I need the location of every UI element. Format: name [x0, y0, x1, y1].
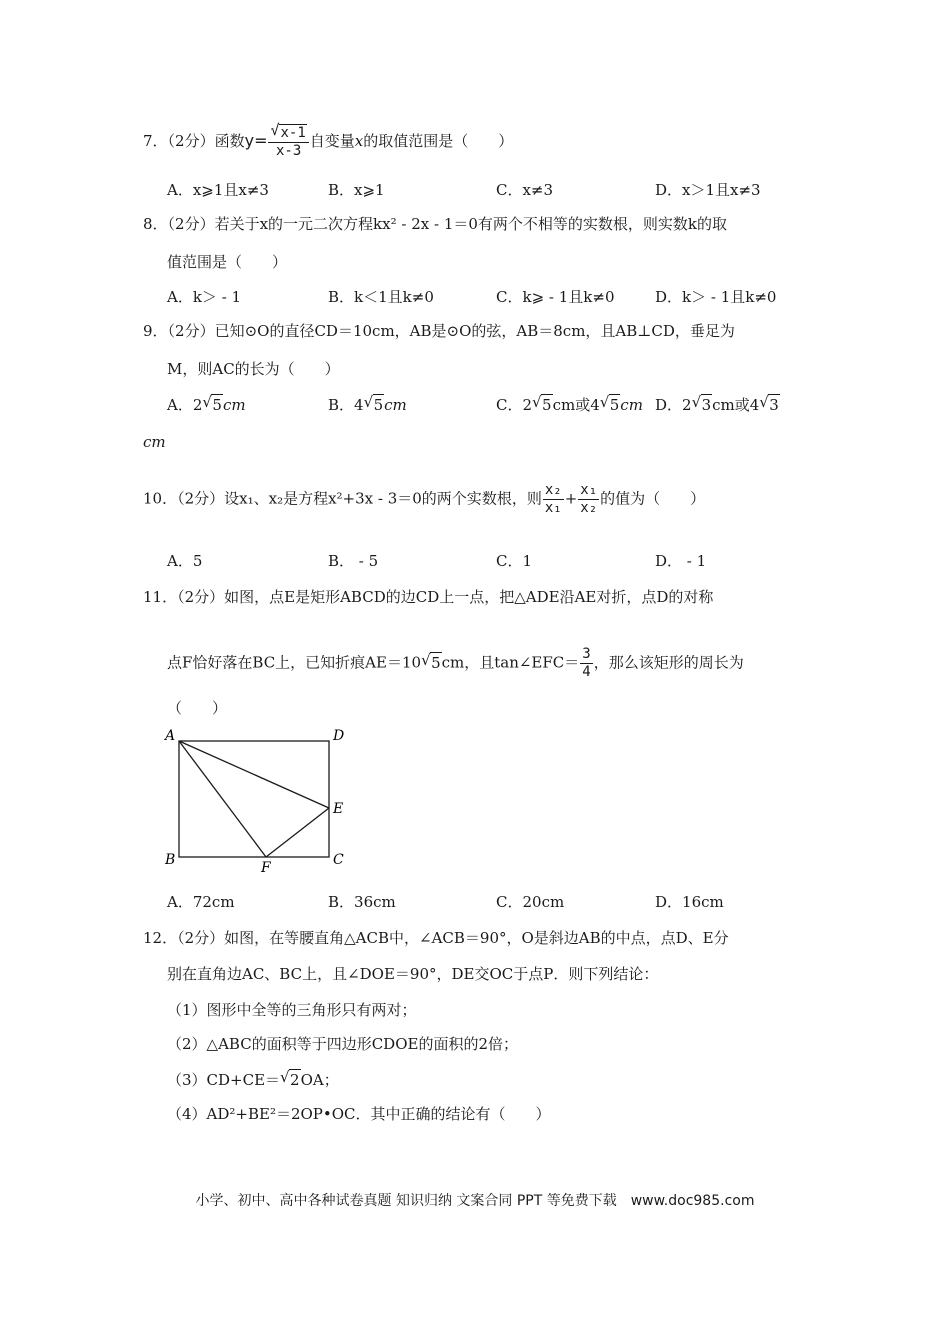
q12-item2: （2）△ABC的面积等于四边形CDOE的面积的2倍； — [167, 1035, 518, 1053]
segment-fe — [266, 808, 329, 857]
q7-fraction: √ x-1 x-3 — [268, 124, 308, 160]
q10-option-b: B． - 5 — [328, 552, 379, 570]
rectangle-abcd — [179, 741, 329, 857]
q11-option-c: C．20cm — [496, 893, 565, 911]
q9-option-c: C．2 √ 5cm或4 √ 5cm — [496, 393, 643, 414]
q11-option-a: A．72cm — [167, 893, 235, 911]
q11-line2: 点F恰好落在BC上，已知折痕AE＝10 √ 5cm，且tan∠EFC＝ $\frac{3}{4}$ ，那么该矩形的周长为 — [167, 646, 744, 680]
q12-line2: 别在直角边AC、BC上，且∠DOE＝90°，DE交OC于点P．则下列结论： — [167, 965, 659, 983]
q11-line1: 11．（2分）如图，点E是矩形ABCD的边CD上一点，把△ADE沿AE对折，点D的对称 — [143, 588, 714, 606]
label-b: B — [165, 852, 176, 868]
q8-option-a: A．k＞ - 1 — [167, 288, 242, 306]
q12-item1: （1）图形中全等的三角形只有两对； — [167, 1001, 417, 1019]
q9-line2: M，则AC的长为（ ） — [167, 360, 340, 378]
q9-option-a: A．2 √ 5cm — [167, 393, 246, 414]
q10-fraction-1: $\frac{\text{x₂}}{\text{x₁}}$ — [544, 482, 562, 516]
q10-option-d: D． - 1 — [655, 552, 707, 570]
segment-af — [179, 741, 266, 857]
segment-ae — [179, 741, 329, 808]
q12-line1: 12．（2分）如图，在等腰直角△ACB中，∠ACB＝90°，O是斜边AB的中点，点D、E分 — [143, 929, 729, 947]
q12-item3: （3）CD+CE＝ √ 2OA； — [167, 1068, 339, 1089]
q8-option-b: B．k＜1且k≠0 — [328, 288, 434, 306]
q10-stem: 10．（2分）设x₁、x₂是方程x²+3x - 3＝0的两个实数根，则 $\frac{\text{x₂}}{\text{x₁}}$ + $\frac{\text{x₁}}{\text{x₂}}$ 的值为（ ） — [143, 482, 706, 516]
q11-option-d: D．16cm — [655, 893, 724, 911]
q7-option-d: D．x＞1且x≠3 — [655, 181, 761, 199]
q9-option-d-unit: cm — [143, 433, 166, 451]
label-c: C — [333, 852, 344, 868]
q12-item4: （4）AD²+BE²＝2OP•OC．其中正确的结论有（ ） — [167, 1105, 551, 1123]
q9-option-d: D．2 √ 3cm或4 √ 3 — [655, 393, 779, 414]
q7-option-c: C．x≠3 — [496, 181, 554, 199]
q9-option-b: B．4 √ 5cm — [328, 393, 407, 414]
page-footer: 小学、初中、高中各种试卷真题 知识归纳 文案合同 PPT 等免费下载 www.doc985.com — [195, 1193, 755, 1209]
q11-tan-fraction: $\frac{3}{4}$ — [582, 646, 591, 680]
q7-stem: 7．（2分）函数y= √ x-1 x-3 自变量x的取值范围是（ ） — [143, 121, 514, 159]
q10-option-c: C．1 — [496, 552, 533, 570]
q11-line3: （ ） — [167, 699, 228, 717]
q11-option-b: B．36cm — [328, 893, 396, 911]
label-d: D — [333, 728, 345, 744]
label-e: E — [333, 801, 344, 817]
label-a: A — [165, 728, 176, 744]
q7-option-a: A．x⩾1且x≠3 — [167, 181, 269, 199]
q8-line2: 值范围是（ ） — [167, 253, 288, 271]
q7-option-b: B．x⩾1 — [328, 181, 385, 199]
q8-option-c: C．k⩾ - 1且k≠0 — [496, 288, 615, 306]
q8-option-d: D．k＞ - 1且k≠0 — [655, 288, 777, 306]
q11-figure — [160, 726, 360, 876]
q10-option-a: A．5 — [167, 552, 203, 570]
q8-line1: 8．（2分）若关于x的一元二次方程kx² - 2x - 1＝0有两个不相等的实数根，则实数k的取 — [143, 215, 727, 233]
label-f: F — [261, 860, 271, 876]
q10-fraction-2: $\frac{\text{x₁}}{\text{x₂}}$ — [580, 482, 598, 516]
q9-line1: 9．（2分）已知⊙O的直径CD＝10cm，AB是⊙O的弦，AB＝8cm，且AB⊥CD，垂足为 — [143, 322, 735, 340]
